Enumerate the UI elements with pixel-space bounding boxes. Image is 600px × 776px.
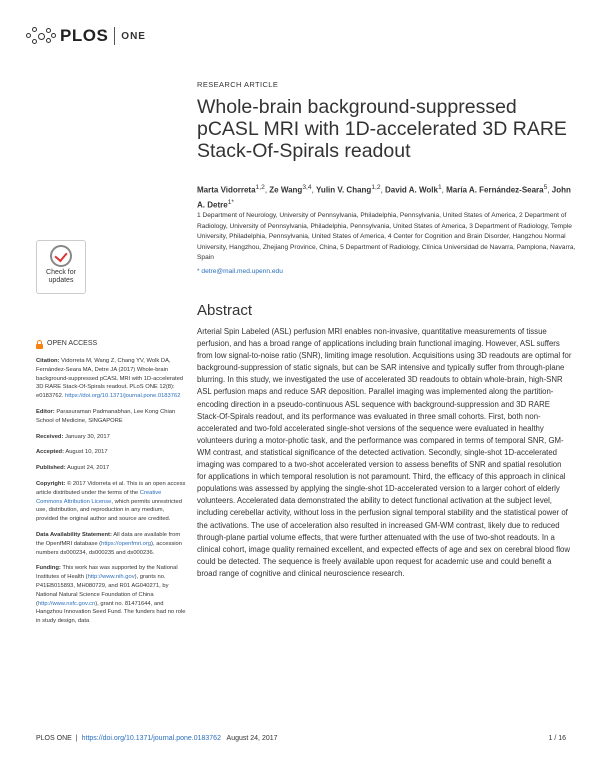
- open-access-badge: [36, 340, 188, 349]
- open-lock-icon: [36, 340, 43, 349]
- check-updates-line2: updates: [48, 277, 74, 284]
- data-availability-text-2: ), accession numbers ds000234, ds000235 and ds000236.: [36, 540, 182, 556]
- funding-text-2: ), grants no. P41EB015893, MH080729, and R01 AG040271, by National Natural Science Foundation of China (: [36, 574, 169, 607]
- published-label: Published:: [36, 465, 66, 472]
- citation-doi-link[interactable]: https://doi.org/10.1371/journal.pone.0183762: [65, 393, 181, 400]
- funding-text-3: ), grant no. 81471644, and Hangzhou Innovation Seed Fund. The funders had no role in study design, data: [36, 600, 186, 625]
- data-availability-label: Data Availability Statement:: [36, 531, 112, 538]
- citation-label: Citation:: [36, 358, 60, 364]
- funding-label: Funding:: [36, 565, 61, 572]
- license-link[interactable]: Creative Commons Attribution License: [36, 489, 162, 505]
- author-name: Yulin V. Chang: [316, 185, 372, 195]
- article-title: Whole-brain background-suppressed pCASL MRI with 1D-accelerated 3D RARE Stack-Of-Spirals readout: [197, 96, 567, 162]
- accepted-date: August 10, 2017: [65, 449, 108, 456]
- nsfc-link[interactable]: http://www.nsfc.gov.cn: [37, 600, 96, 607]
- received-label: Received:: [36, 433, 64, 440]
- data-availability: [36, 531, 188, 557]
- published: [36, 464, 188, 473]
- editor: [36, 408, 188, 426]
- accepted-label: Accepted:: [36, 449, 65, 456]
- editor-label: Editor:: [36, 408, 55, 415]
- page-footer: [36, 735, 566, 742]
- accepted: [36, 448, 188, 457]
- plos-logo-icon: [26, 25, 56, 47]
- plos-one-logo: [26, 24, 146, 48]
- author-list: Marta Vidorreta$^{1,2}$, Ze Wang$^{3,4}$, Yulin V. Chang$^{1,2}$, David A. Wolk$^1$, María A. Fernández-Seara$^5$, John A. Detre$^{1*}$: [197, 184, 571, 210]
- corresponding-email[interactable]: * detre@mail.med.upenn.edu: [197, 268, 283, 275]
- footer-doi-link[interactable]: https://doi.org/10.1371/journal.pone.0183762: [81, 735, 221, 742]
- author-name: Marta Vidorreta: [197, 185, 256, 195]
- footer-date: August 24, 2017: [226, 735, 278, 742]
- author-affil: 1*: [227, 198, 234, 206]
- author-affil: 3,4: [302, 184, 312, 191]
- copyright-label: Copyright:: [36, 480, 66, 487]
- nih-link[interactable]: http://www.nih.gov: [87, 574, 135, 581]
- logo-journal: ONE: [121, 30, 146, 42]
- author-name: María A. Fernández-Seara: [446, 185, 544, 195]
- check-updates-icon: [50, 245, 72, 267]
- article-info-sidebar: [36, 340, 188, 633]
- affiliations: 1 Department of Neurology, University of Pennsylvania, Philadelphia, Pennsylvania, United States of America, 2 Department of Radiology, University of Pennsylvania, Philadelphia, Pennsylvania, United States of America, 3 Department of Radiology, Temple University, Philadelphia, Pennsylvania, United States of America, 4 Center for Cognition and Brain Disorder, Hangzhou Normal University, Hangzhou, Zhejiang Province, China, 5 Department of Radiology, Clínica Universidad de Navarra, Pamplona, Navarra, Spain: [197, 212, 576, 261]
- author-affil: 5: [543, 184, 548, 191]
- article-type: RESEARCH ARTICLE: [197, 80, 279, 89]
- check-for-updates-button[interactable]: [36, 240, 86, 294]
- received-date: January 30, 2017: [65, 433, 110, 440]
- published-date: August 24, 2017: [66, 465, 110, 472]
- author-name: David A. Wolk: [385, 185, 438, 195]
- open-access-label: OPEN ACCESS: [47, 340, 98, 348]
- editor-text: Parasuraman Padmanabhan, Lee Kong Chian School of Medicine, SINGAPORE: [36, 408, 176, 424]
- openfmri-link[interactable]: https://openfmri.org: [101, 540, 152, 547]
- author-affil: 1: [437, 184, 442, 191]
- logo-brand: PLOS: [60, 26, 109, 45]
- footer-journal: PLOS ONE: [36, 735, 72, 742]
- copyright: [36, 480, 188, 524]
- funding-text: This work has was supported by the National Institutes of Health (: [36, 565, 178, 581]
- data-availability-text: All data are available from the OpenfMRI database (: [36, 531, 181, 547]
- copyright-text-2: , which permits unrestricted use, distribution, and reproduction in any medium, provided the original author and source are credited.: [36, 498, 182, 523]
- citation-text: Vidorreta M, Wang Z, Chang YV, Wolk DA, Fernández-Seara MA, Detre JA (2017) Whole-brain background-suppressed pCASL MRI with 1D-accelerated 3D RARE Stack-Of-Spirals readout. PLoS ONE 12(8): e0183762.: [36, 358, 184, 400]
- citation: [36, 357, 188, 401]
- author-affil: 1,2: [371, 184, 381, 191]
- copyright-text: © 2017 Vidorreta et al. This is an open access article distributed under the terms of the: [36, 480, 186, 496]
- author-affil: 1,2: [255, 184, 265, 191]
- logo-divider: [114, 27, 115, 45]
- check-updates-line1: Check for: [46, 269, 76, 276]
- abstract-body: Arterial Spin Labeled (ASL) perfusion MRI enables non-invasive, quantitative measurements of tissue perfusion, and has a broad range of applications including brain functional imaging. However, ASL suffers from low signal-to-noise ratio (SNR), limiting image resolution. Acquisitions using 3D readouts are optimal for background-suppression of static signals, but can be SAR intensive and typically suffer from through-plane blurring. In this study, we investigated the use of accelerated 3D readouts to obtain whole-brain, high-SNR ASL perfusion maps and reduce SAR deposition. Parallel imaging was implemented along the partition-encoding direction in a pseudo-continuous ASL sequence with background-suppression and 3D RARE Stack-Of-Spirals readout, and its performance was evaluated in three small cohorts. First, both non-accelerated and two-fold accelerated single-shot versions of the sequence were evaluated in healthy volunteers during a motor-photic task, and the performance was compared in terms of temporal SNR, GM-WM contrast, and statistical significance of the detected activation. Secondly, single-shot 1D-accelerated imaging was compared to a two-shot accelerated version to assess benefits of SNR and spatial resolution for applications in which temporal resolution is not paramount. Third, the efficacy of this approach in clinical populations was assessed by applying the single-shot 1D-accelerated version to a larger cohort of elderly volunteers. Accelerated data demonstrated the ability to detect functional activation at the subject level, including cerebellar activity, without loss in the perfusion signal temporal stability and the statistical power of the activations. The use of acceleration also resulted in increased GM-WM contrast, likely due to reduced through-plane partial volume effects, that were further attenuated with the use of two-shot readouts. In a clinical cohort, image quality remained excellent, and expected effects of age and sex on cerebral blood flow could be detected. The sequence is freely available upon request for academic use and could benefit a broad range of cognitive and clinical neuroscience research.: [197, 327, 572, 578]
- footer-separator: |: [75, 735, 78, 742]
- funding: [36, 564, 188, 626]
- author-name: Ze Wang: [269, 185, 303, 195]
- author-name: John A. Detre: [197, 185, 571, 210]
- page-number: 1 / 16: [548, 735, 566, 742]
- abstract-heading: Abstract: [197, 302, 253, 319]
- received: [36, 433, 188, 442]
